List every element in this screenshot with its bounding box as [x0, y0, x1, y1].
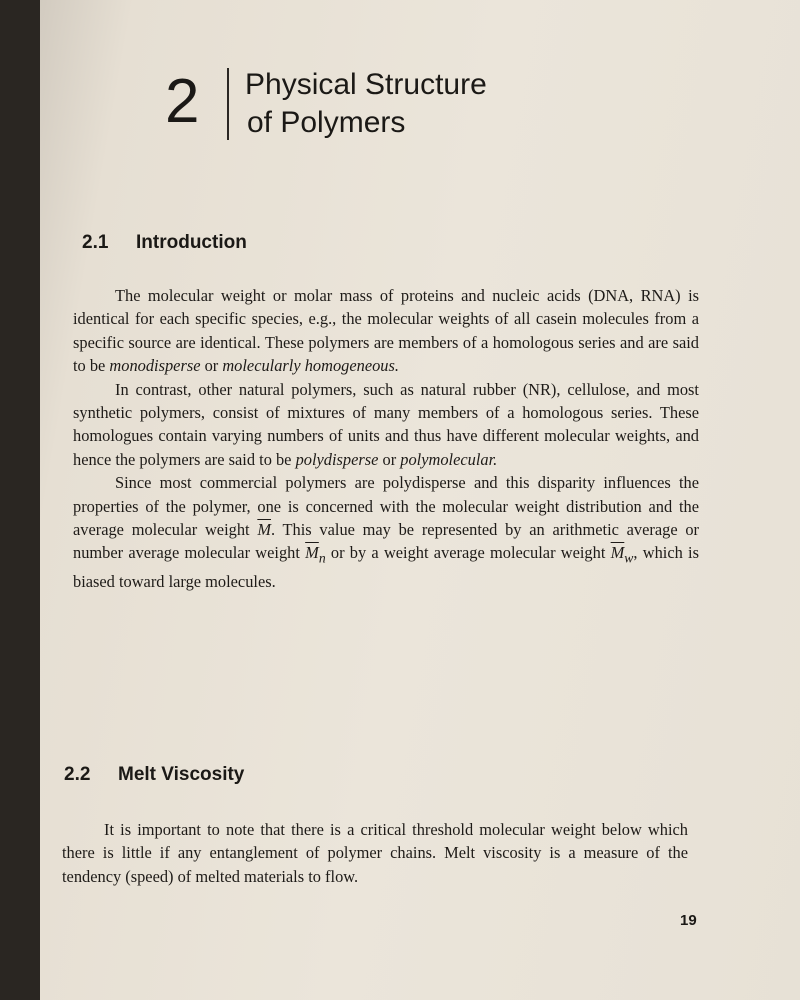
chapter-title-line-1: Physical Structure: [245, 68, 487, 101]
italic-term: polymolecular.: [400, 449, 498, 469]
book-page: [40, 0, 800, 1000]
italic-term: molecularly homogeneous.: [222, 356, 399, 376]
math-symbol-m-bar: $\overline{M}$: [257, 520, 271, 540]
paragraph: [73, 471, 699, 593]
section-title: Melt Viscosity: [118, 764, 245, 785]
math-subscript-w: w: [624, 550, 634, 566]
text-run: Since most commercial polymers are polydisperse and this disparity influences the properties of the polymer, one is concerned with the molecular weight distribution and the average molecular weight: [73, 473, 699, 540]
section-heading-introduction: [82, 232, 247, 254]
text-run: In contrast, other natural polymers, such as natural rubber (NR), cellulose, and most synthetic polymers, consist of mixtures of many members of a homologous series. These homologues contain varying numbers of units and thus have different molecular weights, and hence the polymers are said to be: [73, 379, 699, 469]
section-number: 2.2: [64, 764, 91, 785]
text-run: or: [200, 356, 223, 376]
text-run: The molecular weight or molar mass of proteins and nucleic acids (DNA, RNA) is identical for each specific species, e.g., the molecular weights of all casein molecules from a specific source are identical. These polymers are members of a homologous series and are said to be: [73, 286, 699, 376]
paragraph: [73, 378, 699, 472]
chapter-number: 2: [165, 67, 200, 136]
section-title: Introduction: [136, 232, 247, 253]
text-run: or: [378, 449, 401, 469]
math-subscript-n: n: [318, 550, 326, 566]
text-run: . This value may be represented by an arithmetic average or number average molecular weight: [73, 520, 699, 563]
section-body-introduction: [73, 284, 699, 594]
chapter-title: [245, 66, 487, 142]
paragraph: It is important to note that there is a critical threshold molecular weight below which there is little if any entanglement of polymer chains. Melt viscosity is a measure of the tendency (speed) of melted materials to flow.: [62, 820, 688, 886]
page-number: 19: [680, 912, 697, 929]
text-run: or by a weight average molecular weight: [325, 543, 611, 563]
section-number: 2.1: [82, 232, 109, 253]
text-run: , which is biased toward large molecules.: [73, 543, 699, 592]
chapter-title-line-2: of Polymers: [247, 106, 406, 139]
math-symbol-mn-bar: $\overline{M}$: [305, 543, 319, 563]
italic-term: polydisperse: [295, 449, 379, 469]
section-heading-melt-viscosity: [64, 764, 244, 786]
paragraph: [73, 284, 699, 378]
chapter-divider-rule: [227, 68, 229, 140]
section-body-melt-viscosity: [62, 818, 688, 888]
math-symbol-mw-bar: $\overline{M}$: [610, 543, 625, 563]
italic-term: monodisperse: [109, 356, 201, 376]
